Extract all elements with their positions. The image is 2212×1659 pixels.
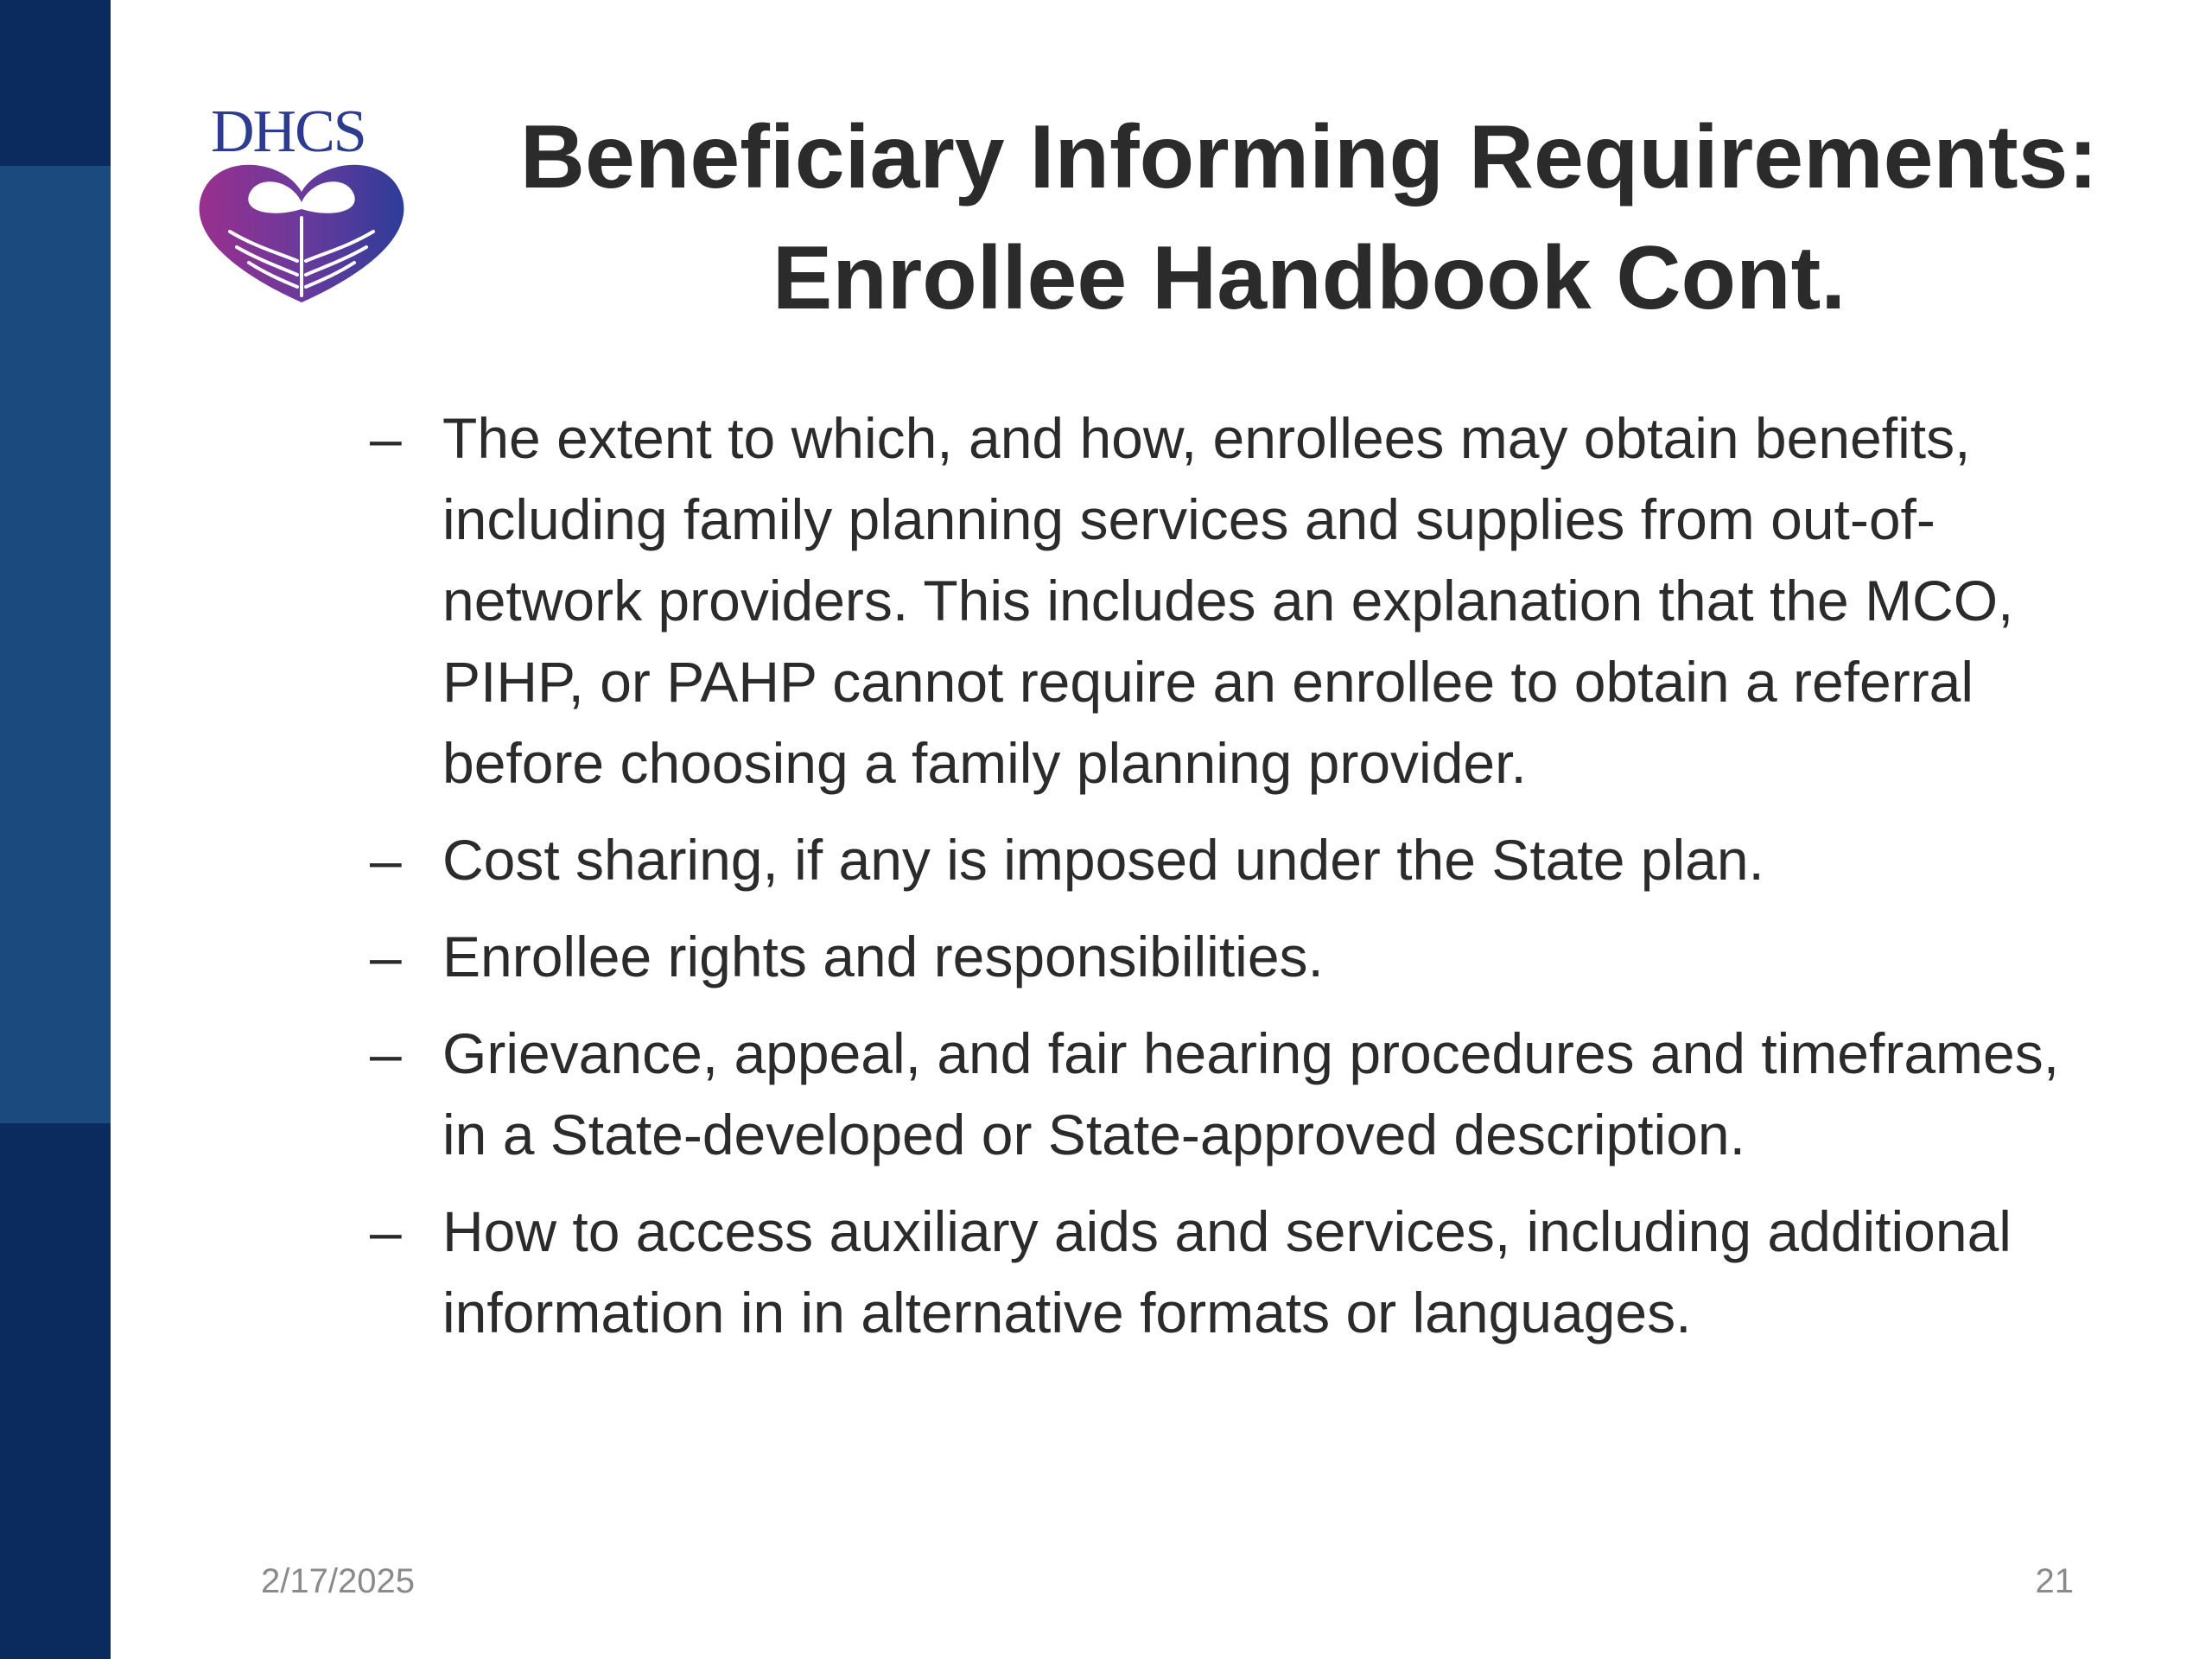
list-item — [365, 819, 2110, 900]
sidebar-decoration — [0, 0, 111, 1659]
footer-date: 2/17/2025 — [261, 1562, 415, 1600]
title-line-1: Beneficiary Informing Requirements: — [519, 107, 2099, 207]
dhcs-logo — [195, 99, 411, 302]
bullet-text: Grievance, appeal, and fair hearing procedures and timeframes, in a State-developed or State-approved description. — [442, 1021, 2060, 1166]
title-line-2: Enrollee Handbook Cont. — [772, 228, 1847, 328]
dash-marker: – — [370, 406, 402, 470]
list-item — [365, 397, 2110, 804]
dash-marker: – — [370, 925, 402, 988]
dash-marker: – — [370, 1021, 402, 1085]
list-item — [365, 916, 2110, 997]
list-item — [365, 1013, 2110, 1175]
bullet-text: Cost sharing, if any is imposed under the State plan. — [442, 828, 1764, 892]
bullet-text: The extent to which, and how, enrollees may obtain benefits, including family planning services and supplies from out-of-network providers. This includes an explanation that the MCO, PIHP, or PAHP cannot require an enrollee to obtain a referral before choosing a family planning provider. — [442, 406, 2014, 795]
list-item — [365, 1191, 2110, 1353]
dash-marker: – — [370, 828, 402, 892]
logo-text: DHCS — [211, 99, 365, 165]
page-number: 21 — [2035, 1562, 2074, 1600]
sidebar-band — [0, 166, 111, 1123]
dash-marker: – — [370, 1199, 402, 1263]
bullet-list — [365, 397, 2110, 1369]
heart-hands-icon — [195, 157, 408, 302]
bullet-text: Enrollee rights and responsibilities. — [442, 925, 1324, 988]
slide-title — [415, 97, 2203, 339]
bullet-text: How to access auxiliary aids and services, including additional information in in alternative formats or languages. — [442, 1199, 2012, 1344]
